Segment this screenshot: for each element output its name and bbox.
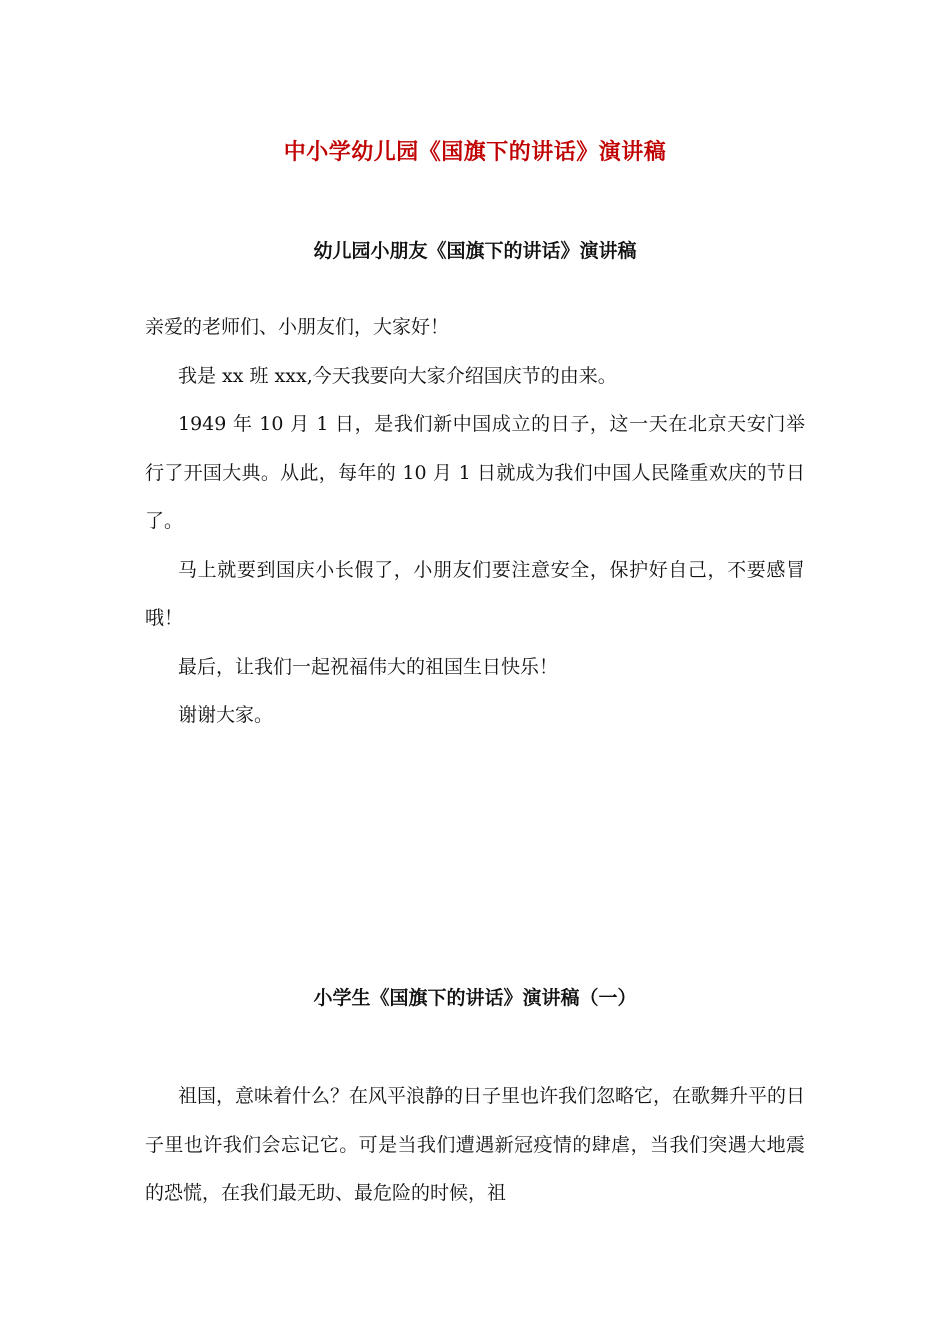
section-primary-body bbox=[145, 1072, 805, 1218]
section-heading-primary: 小学生《国旗下的讲话》演讲稿（一） bbox=[313, 987, 637, 1009]
section-kindergarten-body bbox=[145, 303, 805, 740]
section-heading-kindergarten: 幼儿园小朋友《国旗下的讲话》演讲稿 bbox=[313, 240, 637, 262]
paragraph-intro: 我是 xx 班 xxx,今天我要向大家介绍国庆节的由来。 bbox=[178, 364, 617, 387]
paragraph-safety: 马上就要到国庆小长假了，小朋友们要注意安全，保护好自己，不要感冒哦！ bbox=[145, 558, 805, 629]
paragraph-motherland: 祖国，意味着什么？在风平浪静的日子里也许我们忽略它，在歌舞升平的日子里也许我们会忘记它。可是当我们遭遇新冠疫情的肆虐，当我们突遇大地震的恐慌，在我们最无助、最危险的时候，祖 bbox=[145, 1085, 806, 1204]
paragraph-thanks: 谢谢大家。 bbox=[178, 704, 274, 726]
paragraph-greeting: 亲爱的老师们、小朋友们，大家好！ bbox=[145, 316, 450, 338]
paragraph-history: 1949 年 10 月 1 日，是我们新中国成立的日子，这一天在北京天安门举行了开国大典。从此，每年的 10 月 1 日就成为我们中国人民隆重欢庆的节日了。 bbox=[145, 413, 805, 532]
document-title: 中小学幼儿园《国旗下的讲话》演讲稿 bbox=[283, 139, 667, 165]
paragraph-blessing: 最后，让我们一起祝福伟大的祖国生日快乐！ bbox=[178, 655, 559, 678]
